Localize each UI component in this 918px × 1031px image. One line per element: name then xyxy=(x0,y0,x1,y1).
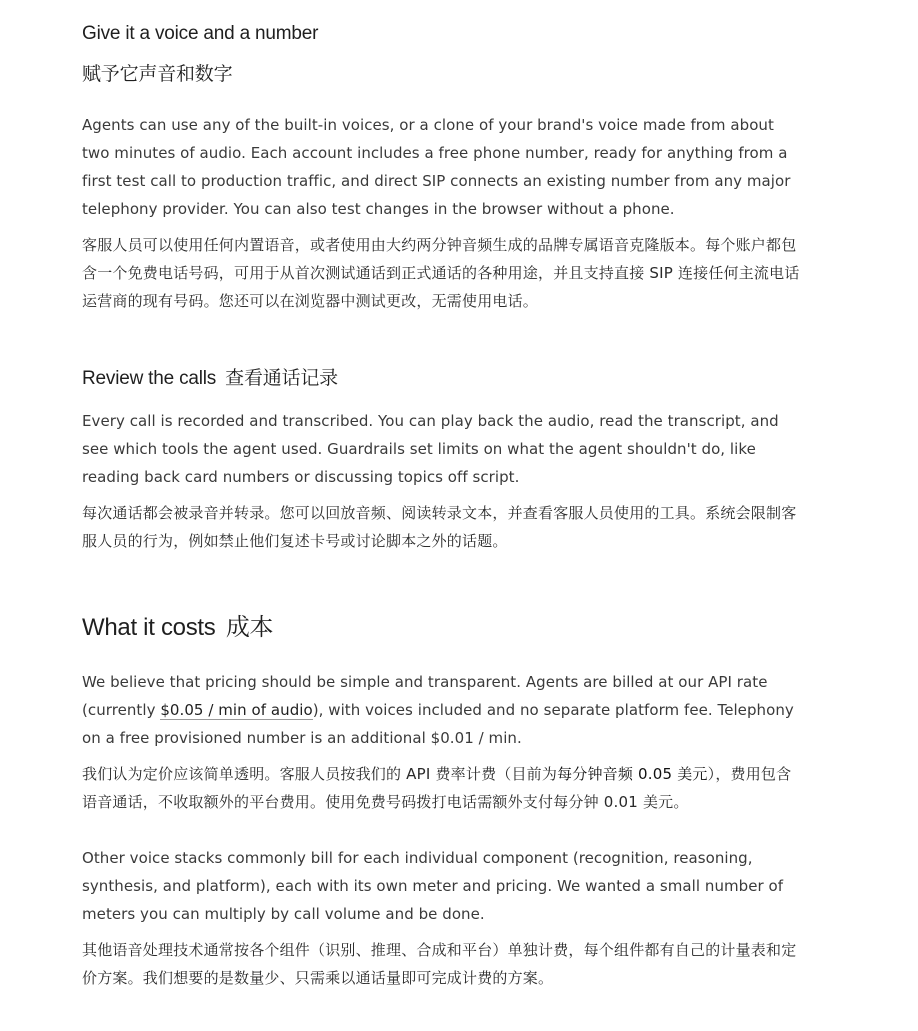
cost-pricing-body-zh-emphasis: 每分钟音频 0.05 美元 xyxy=(557,765,708,783)
cost-section xyxy=(82,611,806,992)
cost-section-title-en: What it costs xyxy=(82,614,216,641)
cost-pricing-body-zh-part1: 我们认为定价应该简单透明。客服人员按我们的 API 费率计费（目前为 xyxy=(82,765,558,783)
voice-section-title-zh xyxy=(82,60,806,89)
voice-section-body-zh: 客服人员可以使用任何内置语音，或者使用由大约两分钟音频生成的品牌专属语音克隆版本。每个账户都包含一个免费电话号码，可用于从首次测试通话到正式通话的各种用途，并且支持直接 SIP 连接任何主流电话运营商的现有号码。您还可以在浏览器中测试更改，无需使用电话。 xyxy=(82,236,800,310)
review-section xyxy=(82,364,806,555)
cost-comparison-body-zh: 其他语音处理技术通常按各个组件（识别、推理、合成和平台）单独计费，每个组件都有自己的计量表和定价方案。我们想要的是数量少、只需乘以通话量即可完成计费的方案。 xyxy=(82,941,797,987)
cost-pricing-body-zh xyxy=(82,760,806,816)
cost-pricing-body-en xyxy=(82,668,806,752)
voice-section xyxy=(82,20,806,315)
review-section-title-en: Review the calls xyxy=(82,368,217,389)
cost-comparison-body-en: Other voice stacks commonly bill for each individual component (recognition, reasoning, synthesis, and platform), each with its own meter and pricing. We wanted a small number of meters you can multiply by call volume and be done. xyxy=(82,849,784,923)
voice-section-body-en: Agents can use any of the built-in voices, or a clone of your brand's voice made from about two minutes of audio. Each account includes a free phone number, ready for anything from a first test call to production traffic, and direct SIP connects an existing number from any major telephony provider. You can also test changes in the browser without a phone. xyxy=(82,116,791,218)
voice-section-title-zh-text: 赋予它声音和数字 xyxy=(82,63,233,85)
cost-pricing-body-en-part2: ), with voices included and no separate platform fee. Telephony on a free provisioned number is an additional $0.01 / min. xyxy=(82,701,794,747)
cost-section-title xyxy=(82,611,806,644)
review-section-title-zh: 查看通话记录 xyxy=(225,367,338,389)
review-section-title xyxy=(82,364,806,393)
review-section-body-zh: 每次通话都会被录音并转录。您可以回放音频、阅读转录文本，并查看客服人员使用的工具。系统会限制客服人员的行为，例如禁止他们复述卡号或讨论脚本之外的话题。 xyxy=(82,504,797,550)
cost-pricing-body-en-part1: We believe that pricing should be simple and transparent. Agents are billed at our API rate (currently xyxy=(82,673,768,719)
review-section-body-en: Every call is recorded and transcribed. You can play back the audio, read the transcript, and see which tools the agent used. Guardrails set limits on what the agent shouldn't do, like reading back card numbers or discussing topics off script. xyxy=(82,412,779,486)
api-rate-link[interactable]: $0.05 / min of audio xyxy=(160,701,313,719)
cost-section-title-zh: 成本 xyxy=(225,613,274,641)
voice-section-title-en: Give it a voice and a number xyxy=(82,23,319,44)
cost-pricing-body-zh-part2: ），费用包含语音通话，不收取额外的平台费用。使用免费号码拨打电话需额外支付每分钟 0.01 美元。 xyxy=(82,765,792,811)
